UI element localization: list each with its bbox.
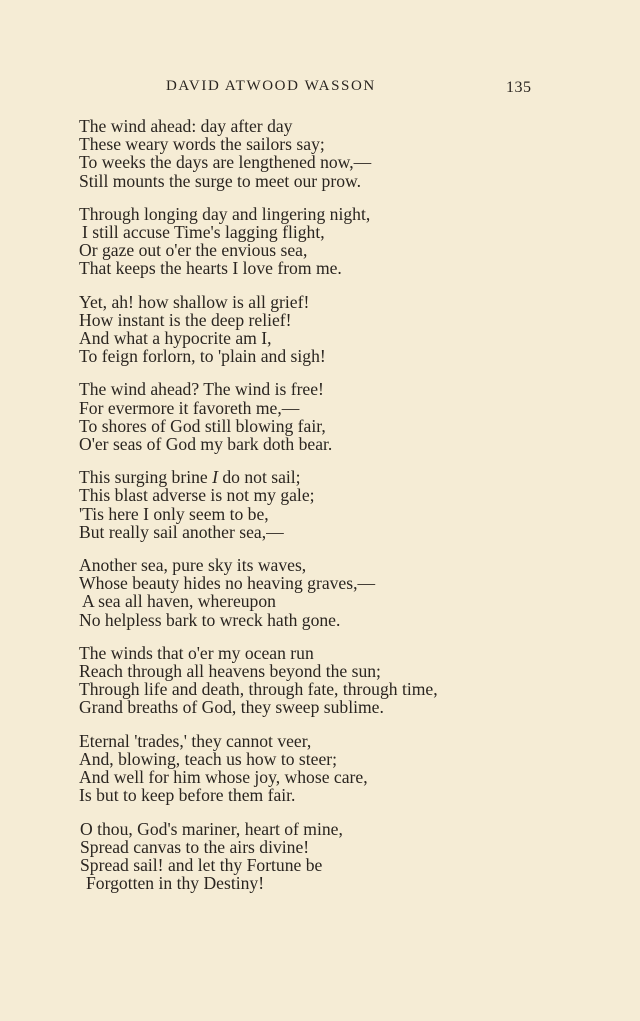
poem-line: How instant is the deep relief! xyxy=(79,309,292,330)
poem-line: And well for him whose joy, whose care, xyxy=(79,767,368,788)
stanza-1 xyxy=(0,117,640,190)
poem-line: To shores of God still blowing fair, xyxy=(79,415,326,436)
poem-line: Reach through all heavens beyond the sun; xyxy=(79,661,381,682)
poem-line-part: do not sail; xyxy=(222,467,301,488)
poem-line: For evermore it favoreth me,— xyxy=(79,397,300,418)
poem xyxy=(0,117,640,907)
stanza-4 xyxy=(0,380,640,453)
poem-line: To weeks the days are lengthened now,— xyxy=(79,152,372,173)
poem-line: But really sail another sea,— xyxy=(79,521,284,542)
poem-line: Spread canvas to the airs divine! xyxy=(80,836,310,857)
stanza-2 xyxy=(0,205,640,278)
stanza-6 xyxy=(0,556,640,629)
poem-line: The wind ahead: day after day xyxy=(79,116,293,136)
stanza-9 xyxy=(0,820,640,893)
poem-line: Or gaze out o'er the envious sea, xyxy=(79,240,308,261)
stanza-3 xyxy=(0,293,640,366)
poem-line: These weary words the sailors say; xyxy=(79,134,325,155)
italic-word: I xyxy=(212,467,218,488)
poem-line: To feign forlorn, to 'plain and sigh! xyxy=(79,346,326,367)
poem-line: And what a hypocrite am I, xyxy=(79,328,272,349)
poem-line: Is but to keep before them fair. xyxy=(79,785,296,806)
poem-line: The wind ahead? The wind is free! xyxy=(79,379,324,400)
poem-line: 'Tis here I only seem to be, xyxy=(79,503,269,524)
poem-line: O thou, God's mariner, heart of mine, xyxy=(80,818,343,839)
poem-line-part: This surging brine xyxy=(79,467,208,488)
poem-line: Through life and death, through fate, through time, xyxy=(79,679,438,700)
stanza-8 xyxy=(0,732,640,805)
poem-line: Still mounts the surge to meet our prow. xyxy=(79,170,361,191)
poem-line: A sea all haven, whereupon xyxy=(82,591,276,612)
poem-line: This blast adverse is not my gale; xyxy=(79,485,315,506)
poem-line xyxy=(0,468,640,486)
running-head xyxy=(0,78,640,98)
poem-line: The winds that o'er my ocean run xyxy=(79,642,314,663)
poem-line: Eternal 'trades,' they cannot veer, xyxy=(79,730,312,751)
poem-line: Grand breaths of God, they sweep sublime. xyxy=(79,697,384,718)
stanza-5 xyxy=(0,468,640,541)
header-title: DAVID ATWOOD WASSON xyxy=(166,78,376,94)
poem-line: I still accuse Time's lagging flight, xyxy=(82,222,325,243)
poem-line: Through longing day and lingering night, xyxy=(79,203,371,224)
poem-line: And, blowing, teach us how to steer; xyxy=(79,748,337,769)
poem-line: Whose beauty hides no heaving graves,— xyxy=(79,573,376,594)
poem-line: That keeps the hearts I love from me. xyxy=(79,258,342,279)
poem-line: Forgotten in thy Destiny! xyxy=(86,873,265,894)
poem-line: O'er seas of God my bark doth bear. xyxy=(79,434,333,455)
stanza-7 xyxy=(0,644,640,717)
poem-line: Yet, ah! how shallow is all grief! xyxy=(79,291,310,312)
poem-line: Spread sail! and let thy Fortune be xyxy=(80,854,323,875)
poem-line: Another sea, pure sky its waves, xyxy=(79,555,307,576)
poem-line: No helpless bark to wreck hath gone. xyxy=(79,609,341,630)
page-number: 135 xyxy=(506,79,532,96)
